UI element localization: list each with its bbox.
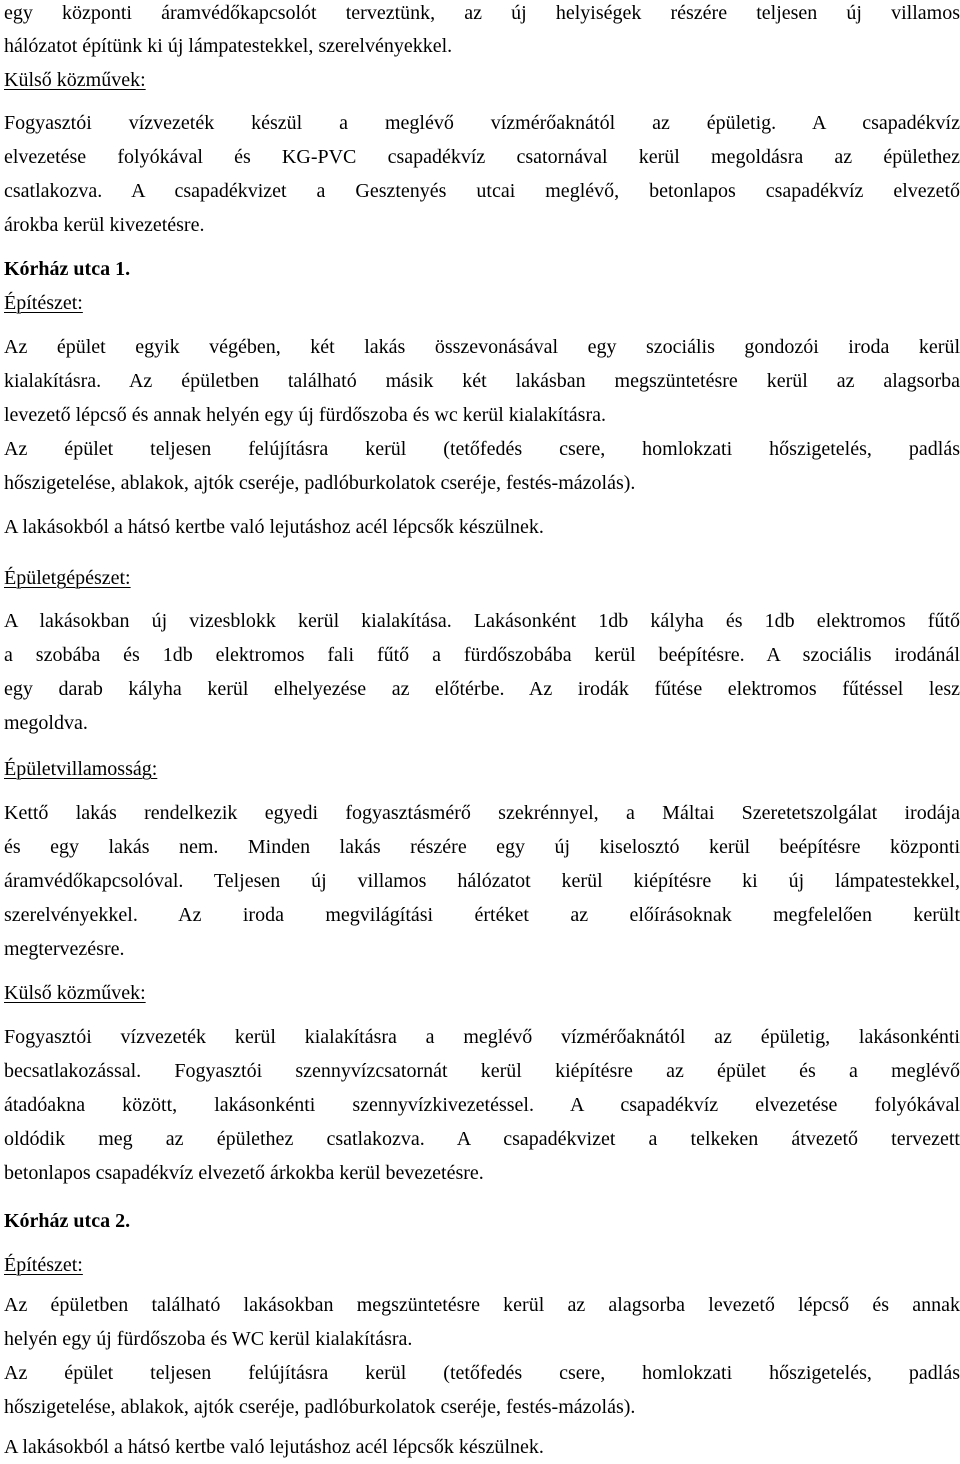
building-engineering-heading: Épületgépészet: xyxy=(4,567,131,589)
body-text-line: szerelvényekkel. Az iroda megvilágítási értéket az előírásoknak megfelelően került xyxy=(4,904,960,926)
body-text-line: elvezetése folyókával és KG-PVC csapadékvíz csatornával kerül megoldásra az épülethez xyxy=(4,146,960,168)
body-text-line: áramvédőkapcsolóval. Teljesen új villamos hálózatot kerül kiépítésre ki új lámpatestekkel, xyxy=(4,870,960,892)
body-text-line: Fogyasztói vízvezeték készül a meglévő vízmérőaknától az épületig. A csapadékvíz xyxy=(4,112,960,134)
body-text-line: Az épületben található lakásokban megszüntetésre kerül az alagsorba levezető lépcső és annak xyxy=(4,1294,960,1316)
body-text-line: Az épület teljesen felújításra kerül (tetőfedés csere, homlokzati hőszigetelés, padlás xyxy=(4,1362,960,1384)
korhaz-utca-1-heading: Kórház utca 1. xyxy=(4,258,131,280)
body-text-line: levezető lépcső és annak helyén egy új fürdőszoba és wc kerül kialakításra. xyxy=(4,404,606,426)
body-text-line: egy központi áramvédőkapcsolót terveztünk, az új helyiségek részére teljesen új villamos xyxy=(4,2,960,24)
address-heading xyxy=(4,252,960,286)
body-text-line: hálózatot építünk ki új lámpatestekkel, szerelvényekkel. xyxy=(4,35,453,57)
body-text-line: hőszigetelése, ablakok, ajtók cseréje, padlóburkolatok cseréje, festés-mázolás). xyxy=(4,1396,636,1418)
body-text-line: csatlakozva. A csapadékvizet a Gesztenyés utcai meglévő, betonlapos csapadékvíz elvezető xyxy=(4,180,960,202)
section-heading xyxy=(4,63,960,97)
body-text-line: oldódik meg az épülethez csatlakozva. A csapadékvizet a telkeken átvezető tervezett xyxy=(4,1128,960,1150)
section-heading xyxy=(4,752,960,786)
external-utilities-heading: Külső közművek: xyxy=(4,982,146,1004)
body-text-line: és egy lakás nem. Minden lakás részére egy új kiselosztó kerül beépítésre központi xyxy=(4,836,960,858)
body-text-line: árokba kerül kivezetésre. xyxy=(4,214,205,236)
body-text-line: A lakásokban új vizesblokk kerül kialakítása. Lakásonként 1db kályha és 1db elektromos fűtő xyxy=(4,610,960,632)
body-text-line: hőszigetelése, ablakok, ajtók cseréje, padlóburkolatok cseréje, festés-mázolás). xyxy=(4,472,636,494)
body-text-line: A lakásokból a hátsó kertbe való lejutáshoz acél lépcsők készülnek. xyxy=(4,1436,544,1458)
body-text-line: Az épület egyik végében, két lakás összevonásával egy szociális gondozói iroda kerül xyxy=(4,336,960,358)
section-heading xyxy=(4,286,960,320)
korhaz-utca-2-heading: Kórház utca 2. xyxy=(4,1210,131,1232)
address-heading xyxy=(4,1204,960,1238)
body-text-line: becsatlakozással. Fogyasztói szennyvízcsatornát kerül kiépítésre az épület és a meglévő xyxy=(4,1060,960,1082)
body-text-line: helyén egy új fürdőszoba és WC kerül kialakításra. xyxy=(4,1328,413,1350)
body-text-line: egy darab kályha kerül elhelyezése az előtérbe. Az irodák fűtése elektromos fűtéssel lesz xyxy=(4,678,960,700)
section-heading xyxy=(4,1248,960,1282)
body-text-line: betonlapos csapadékvíz elvezető árkokba kerül bevezetésre. xyxy=(4,1162,484,1184)
body-text-line: Fogyasztói vízvezeték kerül kialakításra a meglévő vízmérőaknától az épületig, lakásonkénti xyxy=(4,1026,960,1048)
body-text-line: kialakításra. Az épületben található másik két lakásban megszüntetésre kerül az alagsorba xyxy=(4,370,960,392)
body-text-line: Az épület teljesen felújításra kerül (tetőfedés csere, homlokzati hőszigetelés, padlás xyxy=(4,438,960,460)
body-text-line: Kettő lakás rendelkezik egyedi fogyasztásmérő szekrénnyel, a Máltai Szeretetszolgálat irodája xyxy=(4,802,960,824)
architecture-heading: Építészet: xyxy=(4,1254,83,1276)
body-text-line: megoldva. xyxy=(4,712,88,734)
building-electrical-heading: Épületvillamosság: xyxy=(4,758,158,780)
body-text-line: átadóakna között, lakásonkénti szennyvízkivezetéssel. A csapadékvíz elvezetése folyókával xyxy=(4,1094,960,1116)
body-text-line: a szobába és 1db elektromos fali fűtő a fürdőszobába kerül beépítésre. A szociális irodánál xyxy=(4,644,960,666)
body-text-line: A lakásokból a hátsó kertbe való lejutáshoz acél lépcsők készülnek. xyxy=(4,516,544,538)
body-text-line: megtervezésre. xyxy=(4,938,125,960)
external-utilities-heading: Külső közművek: xyxy=(4,69,146,91)
section-heading xyxy=(4,976,960,1010)
architecture-heading: Építészet: xyxy=(4,292,83,314)
section-heading xyxy=(4,561,960,595)
